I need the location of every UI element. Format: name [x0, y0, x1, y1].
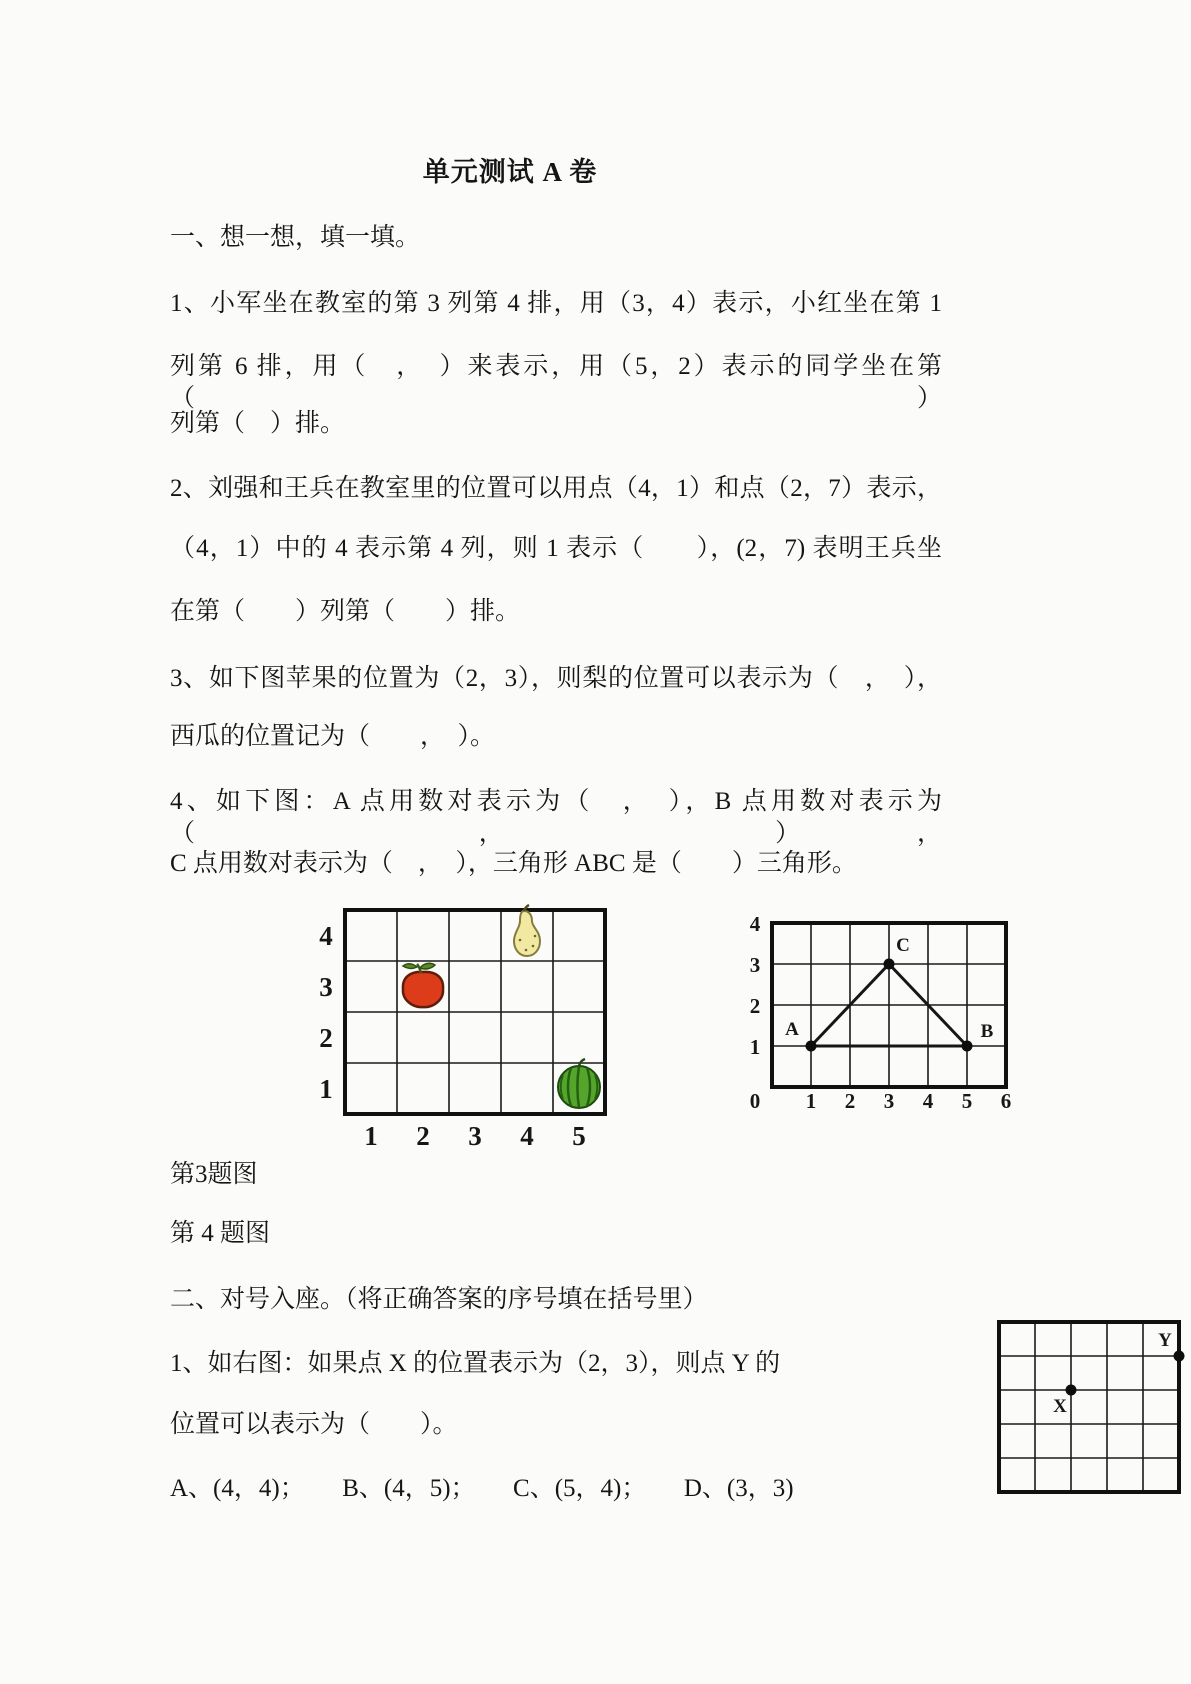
row-label: 3	[319, 972, 333, 1002]
y-axis-label: 4	[749, 912, 761, 936]
question-4-line-1: 4、如下图：A 点用数对表示为（ ， ），B 点用数对表示为（ ， ），	[170, 788, 942, 847]
question-3-line-1: 3、如下图苹果的位置为（2，3），则梨的位置可以表示为（ ， ），	[170, 665, 942, 692]
point-x	[1066, 1385, 1077, 1396]
point-c	[884, 959, 895, 970]
point-a-label: A	[785, 1019, 799, 1040]
question-2-line-2: （4，1）中的 4 表示第 4 列，则 1 表示（ ），(2，7) 表明王兵坐	[170, 535, 942, 562]
question-2-line-3: 在第（ ）列第（ ）排。	[170, 598, 521, 625]
point-b-label: B	[980, 1021, 994, 1042]
x-axis-label: 4	[922, 1089, 934, 1113]
y-axis-label: 2	[749, 994, 761, 1018]
figure-4-caption: 第 4 题图	[170, 1220, 271, 1247]
col-label: 1	[364, 1121, 378, 1151]
y-axis-label: 1	[749, 1035, 761, 1059]
point-x-label: X	[1053, 1396, 1067, 1417]
col-label: 5	[572, 1121, 586, 1151]
watermelon-icon	[558, 1059, 600, 1108]
figure-question-3-grid	[300, 893, 622, 1155]
x-axis-label: 3	[883, 1089, 895, 1113]
col-label: 3	[468, 1121, 482, 1151]
question-4-line-2: C 点用数对表示为（ ， ），三角形 ABC 是（ ）三角形。	[170, 850, 857, 877]
question-1-line-2: 列第 6 排，用（ ， ）来表示，用（5，2）表示的同学坐在第（ ）	[170, 353, 942, 412]
origin-label: 0	[749, 1089, 761, 1113]
section-1-heading: 一、想一想，填一填。	[170, 224, 421, 251]
row-label: 2	[319, 1023, 333, 1053]
row-label: 4	[319, 921, 333, 951]
apple-icon	[403, 963, 443, 1007]
point-a	[806, 1041, 817, 1052]
question-1-line-3: 列第（ ）排。	[170, 410, 346, 437]
point-b	[962, 1041, 973, 1052]
point-y-label: Y	[1158, 1330, 1172, 1351]
question-1-line-1: 1、小军坐在教室的第 3 列第 4 排，用（3，4）表示，小红坐在第 1	[170, 290, 942, 317]
section-2-heading: 二、对号入座。（将正确答案的序号填在括号里）	[170, 1286, 708, 1313]
point-y	[1174, 1351, 1185, 1362]
x-axis-label: 6	[1000, 1089, 1012, 1113]
x-axis-label: 2	[844, 1089, 856, 1113]
page-title: 单元测试 A 卷	[422, 157, 598, 187]
answer-options: A、(4，4)； B、(4，5)； C、(5，4)； D、(3，3)	[170, 1475, 794, 1502]
figure-question-4-grid	[735, 903, 1035, 1118]
grid-border	[999, 1322, 1179, 1492]
row-label: 1	[319, 1074, 333, 1104]
question-2-line-1: 2、刘强和王兵在教室里的位置可以用点（4，1）和点（2，7）表示，	[170, 475, 942, 502]
figure-3-caption: 第3题图	[170, 1161, 258, 1188]
x-axis-label: 1	[805, 1089, 817, 1113]
figure-section2-q1-grid	[960, 1302, 1191, 1507]
pear-icon	[514, 905, 540, 956]
y-axis-label: 3	[749, 953, 761, 977]
section-2-question-1-line-2: 位置可以表示为（ ）。	[170, 1411, 458, 1438]
col-label: 2	[416, 1121, 430, 1151]
col-label: 4	[520, 1121, 534, 1151]
point-c-label: C	[896, 935, 910, 956]
question-3-line-2: 西瓜的位置记为（ ， ）。	[170, 723, 496, 750]
x-axis-label: 5	[961, 1089, 973, 1113]
section-2-question-1-line-1: 1、如右图：如果点 X 的位置表示为（2，3），则点 Y 的	[170, 1350, 781, 1377]
